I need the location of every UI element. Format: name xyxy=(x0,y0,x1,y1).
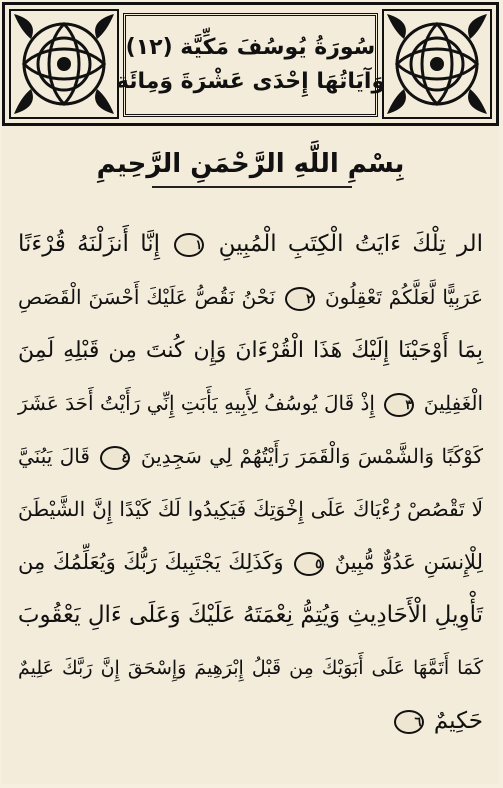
verse-end-marker: ٣ xyxy=(384,393,414,417)
text-line-8 xyxy=(18,589,483,642)
ornament-right xyxy=(382,9,492,119)
line-text: بِمَا أَوْحَيْنَا إِلَيْكَ هَذَا الْقُرْءَانَ وَإِن كُنتَ مِن قَبْلِهِ لَمِنَ xyxy=(18,338,483,363)
line-text: تَأْوِيلِ الْأَحَادِيثِ وَيُتِمُّ نِعْمَتَهُ عَلَيْكَ وَعَلَى ءَالِ يَعْقُوبَ xyxy=(17,602,483,628)
line-text: نَحْنُ نَقُصُّ عَلَيْكَ أَحْسَنَ الْقَصَصِ xyxy=(18,285,276,309)
text-line-7 xyxy=(18,536,483,589)
text-line-4 xyxy=(18,377,483,430)
line-text: كَوْكَبًا وَالشَّمْسَ وَالْقَمَرَ رَأَيْتُهُمْ لِي سَجِدِينَ xyxy=(140,444,483,468)
verse-end-marker: ٥ xyxy=(294,552,324,576)
text-line-6 xyxy=(18,483,483,536)
line-text: لِلْإِنسَنِ عَدُوٌّ مُّبِينٌ xyxy=(334,550,483,574)
basmala: بِسْمِ اللَّهِ الرَّحْمَنِ الرَّحِيمِ xyxy=(96,149,405,179)
line-text: كَمَا أَتَمَّهَا عَلَى أَبَوَيْكَ مِن قَبْلُ إِبْرَهِيمَ وَإِسْحَقَ إِنَّ رَبَّكَ عَلِيمٌ xyxy=(18,657,483,679)
surah-verse-count: وَآيَاتُهَا إِحْدَى عَشْرَةَ وَمِائَة xyxy=(115,69,386,94)
verse-text xyxy=(18,218,483,748)
line-text: لَا تَقْصُصْ رُءْيَاكَ عَلَى إِخْوَتِكَ فَيَكِيدُوا لَكَ كَيْدًا إِنَّ الشَّيْطَنَ xyxy=(18,497,483,521)
surah-header xyxy=(2,2,499,126)
line-text: الْغَفِلِينَ xyxy=(423,391,484,415)
verse-end-marker: ٢ xyxy=(285,287,315,311)
text-line-5 xyxy=(18,430,483,483)
surah-title: سُورَةُ يُوسُفَ مَكِّيَّة (١٢) xyxy=(125,35,376,60)
verse-end-marker: ٦ xyxy=(394,710,424,734)
text-line-10 xyxy=(18,695,483,748)
line-text: قَالَ يَبُنَيَّ xyxy=(18,444,90,468)
text-line-1 xyxy=(18,218,483,271)
text-line-3 xyxy=(18,324,483,377)
line-text: حَكِيمٌ xyxy=(433,708,483,734)
ornament-left xyxy=(9,9,119,119)
verse-end-marker: ١ xyxy=(174,233,204,257)
surah-title-box xyxy=(115,13,386,117)
line-text: الر تِلْكَ ءَايَتُ الْكِتَبِ الْمُبِينِ xyxy=(218,231,484,257)
verse-end-marker: ٤ xyxy=(100,446,130,470)
text-line-9 xyxy=(18,642,483,695)
line-text: وَكَذَلِكَ يَجْتَبِيكَ رَبُّكَ وَيُعَلِّمُكَ مِن xyxy=(18,550,284,574)
basmala-underline xyxy=(152,186,352,188)
mushaf-page xyxy=(2,2,499,784)
line-text: عَرَبِيًّا لَّعَلَّكُمْ تَعْقِلُونَ xyxy=(324,285,483,309)
text-line-2 xyxy=(18,271,483,324)
line-text: إِنَّا أَنزَلْنَهُ قُرْءَنًا xyxy=(18,231,161,257)
line-text: إِذْ قَالَ يُوسُفُ لِأَبِيهِ يَأَبَتِ إِنِّي رَأَيْتُ أَحَدَ عَشَرَ xyxy=(18,391,375,415)
